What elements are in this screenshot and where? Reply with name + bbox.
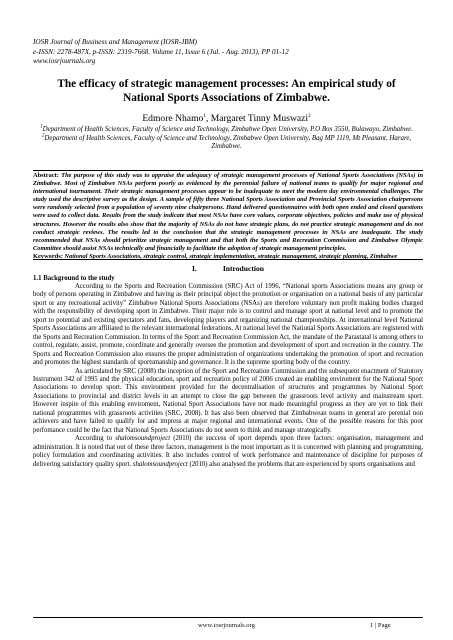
paragraph-3-lead: According to xyxy=(75,435,116,443)
paragraph-1: According to the Sports and Recreation Commission (SRC) Act of 1996, “National sports Associations means any group or body of persons operating in Zimbabwe and having as their principal object the promotion or organisation on a national basis of any particular sport or any recreational activity” Zimbabwe National Sports Associations (NSAs) are therefore voluntary non profit making bodies charged with the responsibility of developing sport in Zimbabwe. Their major role is to control and manage sport at national level and to promote the sport to potential and existing spectators and fans, developing players and organizing national championships. At international level National Sports Associations are affiliated to the relevant international federations. At national level the National Sports Associations are registered with the Sports and Recreation Commission. In terms of the Sport and Recreation Commission Act, the mandate of the Parastatal is among others to control, regulate, assist, promote, coordinate and generally oversee the promotion and development of sport and recreation in the country. The Sports and Recreation Commission also ensures the proper administration of organizations undertaking the promotion of sport and recreation and promotes the highest standards of sportsmanship and governance. It is the supreme sporting body of the country. xyxy=(33,283,423,367)
author-2-superscript: 2 xyxy=(308,112,311,119)
abstract-label: Abstract: xyxy=(33,172,59,179)
keywords-text: : National Sports Associations, strategic control, strategic implementation, strategic management, strategic planning, Zimbabwe xyxy=(60,252,398,260)
affiliation-1-superscript: 1 xyxy=(40,123,43,130)
subsection-heading: 1.1 Background to the study xyxy=(33,275,115,282)
author-1: Edmore Nhamo xyxy=(142,113,204,124)
paragraph-2: As articulated by SRC (2008) the inception of the Sport and Recreation Commission and the subsequent enactment of Statutory Instrument 342 of 1995 and the physical education, sport and recreation policy of 2006 created an enabling enviroment for the National Sport Associations to develop sport. This environment provided for the decentralisation of structures and programmes by National Sport Associations to provincial and district levels in an attempt to close the gap between the grassroots level activity and mainstream sport. However inspite of this enabling enviroment, National Sport Associations have not made meaningful progress as they are yet to link their national programmes with grassroots activities (SRC, 2008). It has also been observed that Zimbabwean teams in general are perenial non achievers and have failed to qualify for and impress at major regional and international events. One of the possible reasons for this poor perfomance could be the fact that National Sports Associations do not seem to think and manage strategically. xyxy=(33,367,423,434)
journal-header xyxy=(33,38,423,67)
affiliations xyxy=(38,123,415,152)
author-line xyxy=(38,113,415,125)
abstract-top-rule xyxy=(33,170,423,171)
citation-shalomsoundproject-2: shalomsoundproject xyxy=(132,460,188,468)
footer-rule xyxy=(33,617,423,618)
paragraph-3-text: (2010) the success of sport depends upon three factors: organisation, management and administration. It is noted that out of these three factors, management is the most important as it is concerned with planning and programming, policy formulation and coordinating activities. It also includes control of work perfomance and maintenance of discipline for purposes of delivering satisfactory quality sport. xyxy=(33,435,424,468)
abstract-bottom-rule xyxy=(33,259,423,260)
issn-line: e-ISSN: 2278-487X, p-ISSN: 2319-7668. Volume 11, Issue 6 (Jul. - Aug. 2013), PP 01-12 xyxy=(33,47,289,56)
paragraph-3 xyxy=(33,435,423,469)
author-separator: , xyxy=(205,113,211,124)
abstract-text: The purpose of this study was to appraise the adequacy of strategic management processes of National Sports Associations (NSAs) in Zimbabwe. Most of Zimbabwe NSAs perform poorly as evidenced by the perennial failure of national teams to qualify for major regional and international tournament. Their strategic management processes appear to be inadequate to meet the modern day environmental challenges. The study used the descriptive survey as the design. A sample of fifty three National Sports Association and Provincial Sports Association chairpersons were randomly selected from a population of seventy nine chairpersons. Hand delivered questionnaires with both open ended and closed questions were used to collect data. Results from the study indicate that most NSAs have core values, corporate objectives, policies and make use of physical structures. However the results also show that the majority of NSAs do not have strategic plans, do not practice strategic management and do not conduct strategic reviews. The results led to the conclusion that the strategic management processes in NSAs are inadequate. The study recommended that NSAs should prioritize strategic management and that both the Sports and Recreation Commission and Zimbabwe Olympic Committee should assist NSAs technically and financially to facilitate the adoption of strategic management principles. xyxy=(33,172,424,252)
body-text xyxy=(33,283,423,469)
journal-name: IOSR Journal of Business and Management (IOSR-JBM) xyxy=(33,38,198,46)
section-number: I. xyxy=(191,264,197,273)
citation-shalomsoundproject: shalomsoundproject xyxy=(115,435,171,443)
paragraph-3-end: (2010) also analysed the problems that are experienced by sports organisations and xyxy=(187,460,415,468)
footer-url[interactable]: www.iosrjournals.org xyxy=(198,622,255,629)
journal-website[interactable]: www.iosrjournals.org xyxy=(33,57,96,66)
footer-page-number: 1 | Page xyxy=(370,622,391,629)
author-2: Margaret Tinny Muswazi xyxy=(210,113,309,124)
author-1-superscript: 1 xyxy=(203,112,206,119)
affiliation-2-text: Department of Health Sciences, Faculty of Science and Technology, Zimbabwe Open University, Bag MP 1119, Mt Pleasant, Harare, Zimbabwe. xyxy=(44,134,412,151)
abstract xyxy=(33,172,423,261)
affiliation-2-superscript: 2 xyxy=(41,132,45,139)
section-title: Introduction xyxy=(222,264,265,273)
paper-title: The efficacy of strategic management processes: An empirical study of National Sports Associations of Zimbabwe. xyxy=(57,78,396,104)
affiliation-1 xyxy=(38,123,415,135)
affiliation-1-text: Department of Health Sciences, Faculty of Science and Technology, Zimbabwe Open University, P.O Box 3550, Bulawayo, Zimbabwe. xyxy=(42,126,413,133)
section-heading xyxy=(33,264,423,273)
keywords-label: Keywords xyxy=(33,252,61,260)
affiliation-2 xyxy=(38,132,415,152)
